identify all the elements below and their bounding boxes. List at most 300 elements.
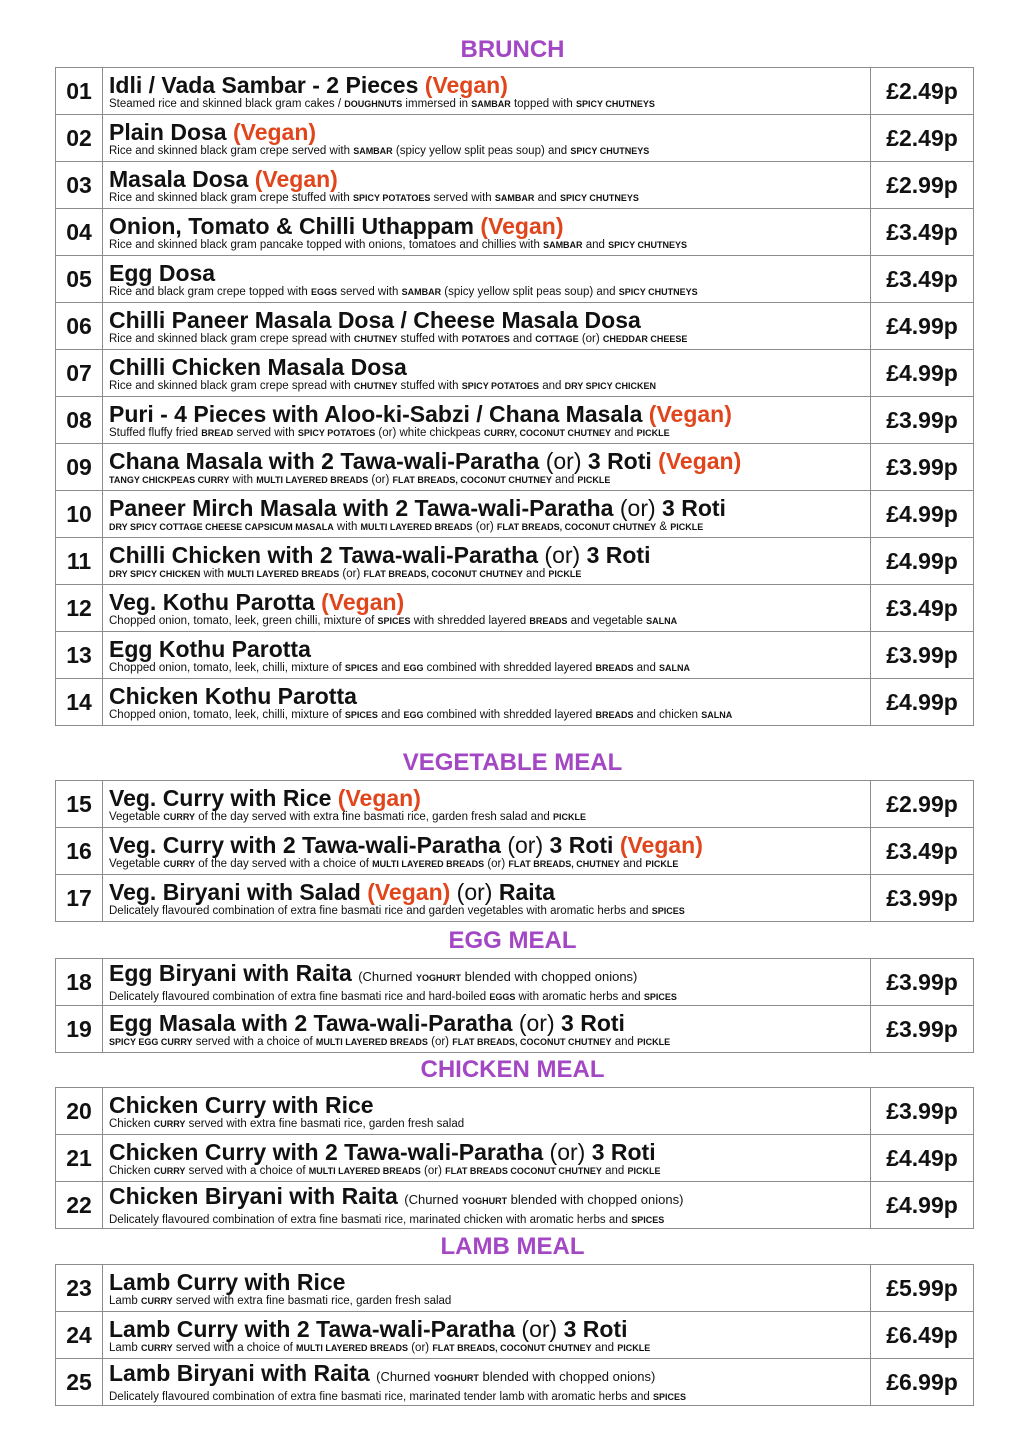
- description-text: served with: [233, 426, 298, 439]
- highlight-term: SPICES: [344, 662, 378, 673]
- description-text: Stuffed fluffy fried: [109, 426, 202, 439]
- highlight-term: SPICES: [652, 1392, 686, 1402]
- menu-item-row: [56, 444, 974, 491]
- highlight-term: PICKLE: [577, 474, 611, 485]
- description-text: Lamb: [109, 1294, 141, 1307]
- item-details: [103, 1135, 871, 1182]
- dish-name-part: 3 Roti: [581, 447, 659, 474]
- dish-name-part: 3 Roti: [580, 541, 651, 568]
- vegan-tag: (Vegan): [337, 784, 421, 811]
- item-price: £3.99p: [871, 632, 974, 679]
- dish-name: [109, 354, 866, 380]
- menu-item-row: [56, 538, 974, 585]
- menu-item-row: [56, 828, 974, 875]
- dish-name-part: Chicken Curry with Rice: [109, 1091, 374, 1118]
- item-number: 12: [56, 585, 103, 632]
- description-text: Chopped onion, tomato, leek, chilli, mixture of: [109, 708, 345, 721]
- section-title: EGG MEAL: [448, 927, 577, 954]
- description-text: and: [539, 379, 565, 392]
- dish-name: [109, 260, 866, 286]
- dish-description: [109, 1118, 866, 1131]
- item-number: 15: [56, 781, 103, 828]
- item-number: 02: [56, 115, 103, 162]
- dish-name-part: (or): [619, 494, 656, 521]
- item-price: £3.99p: [871, 875, 974, 922]
- dish-description: [109, 811, 866, 824]
- highlight-term: MULTI LAYERED BREADS: [256, 474, 369, 485]
- description-text: (or): [472, 520, 497, 533]
- dish-description: [109, 858, 866, 871]
- highlight-term: BREADS: [595, 662, 634, 673]
- highlight-term: MULTI LAYERED BREADS: [360, 521, 473, 532]
- item-price: £3.49p: [871, 209, 974, 256]
- menu-item-row: [56, 256, 974, 303]
- raita-note: (Churned: [376, 1369, 434, 1384]
- item-details: [103, 959, 871, 1006]
- description-text: served with extra fine basmati rice, garden fresh salad: [172, 1294, 452, 1307]
- description-text: Vegetable: [109, 857, 164, 870]
- description-text: and: [619, 857, 646, 870]
- menu-item-row: [56, 1312, 974, 1359]
- vegan-tag: (Vegan): [619, 831, 703, 858]
- highlight-term: DRY SPICY COTTAGE CHEESE CAPSICUM MASALA: [109, 521, 334, 532]
- dish-name-part: (or): [545, 447, 582, 474]
- highlight-term: BREADS: [595, 709, 634, 720]
- item-number: 09: [56, 444, 103, 491]
- item-price: £4.99p: [871, 538, 974, 585]
- dish-name-part: Veg. Biryani with Salad: [109, 878, 368, 905]
- dish-description: [109, 427, 866, 440]
- raita-note: YOGHURT: [462, 1196, 508, 1206]
- dish-name: [109, 448, 866, 474]
- highlight-term: CURRY: [163, 858, 196, 869]
- description-text: immersed in: [402, 97, 472, 110]
- menu-item-row: [56, 585, 974, 632]
- item-number: 18: [56, 959, 103, 1006]
- item-number: 22: [56, 1182, 103, 1229]
- highlight-term: SALNA: [659, 662, 691, 673]
- description-text: Rice and black gram crepe topped with: [109, 285, 311, 298]
- raita-note: (Churned: [358, 969, 417, 984]
- highlight-term: FLAT BREADS, CHUTNEY: [508, 858, 620, 869]
- highlight-term: SPICES: [377, 615, 411, 626]
- menu-table: [55, 780, 974, 922]
- item-number: 23: [56, 1265, 103, 1312]
- highlight-term: SPICES: [651, 905, 685, 916]
- highlight-term: SALNA: [701, 709, 733, 720]
- raita-note: blended with chopped onions): [507, 1192, 684, 1207]
- menu-item-row: [56, 1006, 974, 1053]
- description-text: served with a choice of: [185, 1164, 309, 1177]
- item-details: [103, 1312, 871, 1359]
- description-text: Rice and skinned black gram crepe served with: [109, 144, 354, 157]
- highlight-term: PICKLE: [636, 427, 670, 438]
- dish-name: [109, 1316, 866, 1342]
- description-text: &: [656, 520, 671, 533]
- menu-item-row: [56, 491, 974, 538]
- description-text: served with a choice of: [192, 1035, 316, 1048]
- item-details: [103, 1088, 871, 1135]
- dish-description: [109, 333, 866, 346]
- vegan-tag: (Vegan): [658, 447, 742, 474]
- item-details: [103, 1006, 871, 1053]
- item-price: £2.99p: [871, 781, 974, 828]
- dish-name: [109, 213, 866, 239]
- description-text: (spicy yellow split peas soup) and: [392, 144, 571, 157]
- dish-name-part: Chana Masala with 2 Tawa-wali-Paratha: [109, 447, 546, 474]
- dish-name-part: Chilli Chicken Masala Dosa: [109, 353, 407, 380]
- highlight-term: MULTI LAYERED BREADS: [308, 1165, 421, 1176]
- dish-description: [109, 1342, 866, 1355]
- description-text: and: [601, 1164, 628, 1177]
- highlight-term: FLAT BREADS, COCONUT CHUTNEY: [392, 474, 552, 485]
- highlight-term: SPICY CHUTNEYS: [608, 239, 687, 250]
- dish-name: [109, 960, 866, 991]
- highlight-term: FLAT BREADS, COCONUT CHUTNEY: [496, 521, 657, 532]
- dish-name-part: Chilli Paneer Masala Dosa / Cheese Masala Dosa: [109, 306, 641, 333]
- highlight-term: SAMBAR: [543, 239, 583, 250]
- vegan-tag: (Vegan): [480, 212, 564, 239]
- item-price: £5.99p: [871, 1265, 974, 1312]
- description-text: (spicy yellow split peas soup) and: [441, 285, 619, 298]
- description-text: Chopped onion, tomato, leek, green chilli, mixture of: [109, 614, 378, 627]
- item-number: 01: [56, 68, 103, 115]
- item-details: [103, 781, 871, 828]
- description-text: with: [229, 473, 257, 486]
- item-number: 10: [56, 491, 103, 538]
- item-details: [103, 397, 871, 444]
- highlight-term: CURRY: [153, 1118, 186, 1129]
- dish-description: [109, 98, 866, 111]
- dish-name-part: Egg Kothu Parotta: [109, 635, 311, 662]
- highlight-term: SPICY EGG CURRY: [109, 1036, 193, 1047]
- dish-name-part: Idli / Vada Sambar - 2 Pieces: [109, 71, 425, 98]
- description-text: and: [534, 191, 560, 204]
- highlight-term: SAMBAR: [494, 192, 535, 203]
- item-number: 25: [56, 1359, 103, 1406]
- highlight-term: PICKLE: [645, 858, 679, 869]
- highlight-term: SAMBAR: [471, 98, 511, 109]
- raita-note: (Churned: [404, 1192, 463, 1207]
- menu-item-row: [56, 1182, 974, 1229]
- item-details: [103, 350, 871, 397]
- highlight-term: SPICES: [631, 1215, 665, 1225]
- description-text: with: [333, 520, 361, 533]
- dish-name-part: Chicken Biryani with Raita: [109, 1183, 405, 1209]
- dish-description: [109, 1391, 866, 1404]
- description-text: and: [611, 426, 637, 439]
- dish-name-part: Egg Dosa: [109, 259, 216, 286]
- menu-item-row: [56, 303, 974, 350]
- item-details: [103, 256, 871, 303]
- dish-name-part: 3 Roti: [554, 1009, 625, 1036]
- highlight-term: BREAD: [201, 427, 234, 438]
- highlight-term: PICKLE: [617, 1342, 651, 1353]
- item-details: [103, 115, 871, 162]
- highlight-term: EGGS: [489, 992, 516, 1002]
- section-title: CHICKEN MEAL: [420, 1056, 605, 1083]
- dish-description: [109, 1165, 866, 1178]
- raita-note: blended with chopped onions): [478, 1369, 656, 1384]
- dish-description: [109, 991, 866, 1004]
- menu-item-row: [56, 162, 974, 209]
- description-text: served with: [337, 285, 402, 298]
- description-text: (or): [484, 857, 509, 870]
- raita-note: YOGHURT: [433, 1373, 479, 1383]
- item-price: £3.49p: [871, 256, 974, 303]
- dish-name-part: (or): [544, 541, 581, 568]
- highlight-term: FLAT BREADS, COCONUT CHUTNEY: [363, 568, 523, 579]
- menu-item-row: [56, 679, 974, 726]
- item-price: £6.99p: [871, 1359, 974, 1406]
- item-details: [103, 444, 871, 491]
- dish-name-part: 3 Roti: [557, 1315, 628, 1342]
- description-text: served with: [430, 191, 495, 204]
- menu-item-row: [56, 350, 974, 397]
- dish-description: [109, 145, 866, 158]
- description-text: topped with: [510, 97, 576, 110]
- description-text: of the day served with a choice of: [195, 857, 373, 870]
- item-number: 14: [56, 679, 103, 726]
- dish-name-part: (or): [549, 1138, 586, 1165]
- item-number: 19: [56, 1006, 103, 1053]
- item-price: £3.99p: [871, 1006, 974, 1053]
- dish-name: [109, 119, 866, 145]
- menu-item-row: [56, 781, 974, 828]
- section-title: VEGETABLE MEAL: [402, 749, 623, 776]
- dish-name-part: 3 Roti: [543, 831, 620, 858]
- description-text: Chicken: [109, 1117, 154, 1130]
- highlight-term: CURRY: [153, 1165, 186, 1176]
- highlight-term: CURRY: [163, 811, 196, 822]
- dish-name: [109, 683, 866, 709]
- dish-name-part: Veg. Curry with 2 Tawa-wali-Paratha: [109, 831, 508, 858]
- highlight-term: FLAT BREADS COCONUT CHUTNEY: [445, 1165, 602, 1176]
- dish-name: [109, 879, 866, 905]
- highlight-term: TANGY CHICKPEAS CURRY: [109, 474, 230, 485]
- dish-description: [109, 474, 866, 487]
- description-text: with shredded layered: [410, 614, 530, 627]
- menu-item-row: [56, 115, 974, 162]
- description-text: combined with shredded layered: [423, 708, 596, 721]
- description-text: Rice and skinned black gram crepe stuffed with: [109, 191, 353, 204]
- dish-name-part: Lamb Curry with Rice: [109, 1268, 346, 1295]
- item-price: £4.99p: [871, 1182, 974, 1229]
- description-text: Delicately flavoured combination of extra fine basmati rice, marinated chicken with aromatic herbs and: [109, 1214, 632, 1226]
- vegan-tag: (Vegan): [424, 71, 508, 98]
- vegan-tag: (Vegan): [232, 118, 317, 145]
- description-text: combined with shredded layered: [423, 661, 596, 674]
- description-text: and vegetable: [567, 614, 647, 627]
- description-text: Delicately flavoured combination of extra fine basmati rice and hard-boiled: [109, 991, 490, 1003]
- item-details: [103, 1359, 871, 1406]
- dish-description: [109, 286, 866, 299]
- item-price: £4.99p: [871, 303, 974, 350]
- description-text: Steamed rice and skinned black gram cakes /: [109, 97, 345, 110]
- dish-name-part: Veg. Kothu Parotta: [109, 588, 322, 615]
- item-price: £2.49p: [871, 115, 974, 162]
- dish-description: [109, 1036, 866, 1049]
- menu-item-row: [56, 632, 974, 679]
- menu-item-row: [56, 1088, 974, 1135]
- item-price: £3.49p: [871, 828, 974, 875]
- dish-name: [109, 1360, 866, 1391]
- dish-description: [109, 1214, 866, 1227]
- dish-name: [109, 542, 866, 568]
- description-text: Rice and skinned black gram pancake topped with onions, tomatoes and chillies with: [109, 238, 544, 251]
- highlight-term: POTATOES: [461, 333, 510, 344]
- dish-name-part: Lamb Biryani with Raita: [109, 1360, 377, 1386]
- highlight-term: EGG: [403, 662, 424, 673]
- highlight-term: PICKLE: [553, 811, 587, 822]
- dish-name-part: Chicken Kothu Parotta: [109, 682, 357, 709]
- highlight-term: PICKLE: [548, 568, 582, 579]
- description-text: (or): [427, 1035, 453, 1048]
- description-text: and: [522, 567, 549, 580]
- dish-description: [109, 192, 866, 205]
- raita-note: YOGHURT: [416, 973, 462, 983]
- menu-item-row: [56, 959, 974, 1006]
- item-price: £2.49p: [871, 68, 974, 115]
- highlight-term: MULTI LAYERED BREADS: [315, 1036, 428, 1047]
- item-price: £6.49p: [871, 1312, 974, 1359]
- dish-description: [109, 1295, 866, 1308]
- highlight-term: DOUGHNUTS: [344, 98, 403, 109]
- description-text: of the day served with extra fine basmati rice, garden fresh salad and: [195, 810, 554, 823]
- dish-name-part: 3 Roti: [585, 1138, 656, 1165]
- item-details: [103, 68, 871, 115]
- dish-name-part: (or): [450, 878, 499, 905]
- item-price: £3.99p: [871, 397, 974, 444]
- dish-name: [109, 166, 866, 192]
- menu-item-row: [56, 1135, 974, 1182]
- highlight-term: PICKLE: [627, 1165, 661, 1176]
- description-text: (or): [339, 567, 364, 580]
- item-number: 08: [56, 397, 103, 444]
- highlight-term: MULTI LAYERED BREADS: [372, 858, 485, 869]
- dish-name-part: Masala Dosa: [109, 165, 255, 192]
- highlight-term: DRY SPICY CHICKEN: [564, 380, 656, 391]
- item-price: £3.99p: [871, 444, 974, 491]
- dish-name-part: Veg. Curry with Rice: [109, 784, 338, 811]
- highlight-term: FLAT BREADS, COCONUT CHUTNEY: [432, 1342, 592, 1353]
- highlight-term: SPICY CHUTNEYS: [618, 286, 698, 297]
- description-text: with: [200, 567, 228, 580]
- dish-name-part: (or): [521, 1315, 558, 1342]
- raita-note: blended with chopped onions): [461, 969, 638, 984]
- highlight-term: SAMBAR: [353, 145, 393, 156]
- description-text: and: [633, 661, 660, 674]
- item-details: [103, 632, 871, 679]
- description-text: (or): [578, 332, 603, 345]
- description-text: and chicken: [633, 708, 702, 721]
- dish-description: [109, 521, 866, 534]
- description-text: Rice and skinned black gram crepe spread with: [109, 379, 354, 392]
- highlight-term: SAMBAR: [401, 286, 442, 297]
- dish-name: [109, 636, 866, 662]
- dish-name: [109, 1139, 866, 1165]
- description-text: (or): [420, 1164, 446, 1177]
- dish-name-part: Puri - 4 Pieces with Aloo-ki-Sabzi / Chana Masala: [109, 400, 649, 427]
- highlight-term: SPICY CHUTNEYS: [570, 145, 650, 156]
- item-details: [103, 875, 871, 922]
- dish-name: [109, 589, 866, 615]
- description-text: Rice and skinned black gram crepe spread with: [109, 332, 354, 345]
- dish-name-part: 3 Roti: [655, 494, 726, 521]
- dish-name-part: Onion, Tomato & Chilli Uthappam: [109, 212, 481, 239]
- item-number: 21: [56, 1135, 103, 1182]
- highlight-term: SPICES: [344, 709, 378, 720]
- description-text: and: [582, 238, 609, 251]
- item-number: 11: [56, 538, 103, 585]
- highlight-term: SPICY CHUTNEYS: [575, 98, 655, 109]
- menu-table: [55, 1087, 974, 1229]
- dish-name-part: Paneer Mirch Masala with 2 Tawa-wali-Paratha: [109, 494, 620, 521]
- description-text: and: [591, 1341, 618, 1354]
- highlight-term: PICKLE: [637, 1036, 671, 1047]
- item-number: 05: [56, 256, 103, 303]
- description-text: and: [377, 708, 404, 721]
- dish-name-part: Raita: [498, 878, 556, 905]
- description-text: and: [377, 661, 404, 674]
- dish-name: [109, 72, 866, 98]
- item-details: [103, 828, 871, 875]
- highlight-term: CURRY, COCONUT CHUTNEY: [483, 427, 612, 438]
- item-details: [103, 1182, 871, 1229]
- highlight-term: COTTAGE: [535, 333, 579, 344]
- item-number: 07: [56, 350, 103, 397]
- highlight-term: SPICY POTATOES: [297, 427, 376, 438]
- item-price: £4.99p: [871, 679, 974, 726]
- vegan-tag: (Vegan): [321, 588, 405, 615]
- section-title: BRUNCH: [460, 36, 565, 63]
- item-number: 04: [56, 209, 103, 256]
- dish-name: [109, 1183, 866, 1214]
- dish-name: [109, 1092, 866, 1118]
- highlight-term: SPICY CHUTNEYS: [559, 192, 639, 203]
- description-text: stuffed with: [397, 379, 462, 392]
- description-text: (or): [368, 473, 393, 486]
- vegan-tag: (Vegan): [648, 400, 732, 427]
- dish-name: [109, 785, 866, 811]
- highlight-term: FLAT BREADS, COCONUT CHUTNEY: [452, 1036, 612, 1047]
- item-details: [103, 1265, 871, 1312]
- item-price: £4.49p: [871, 1135, 974, 1182]
- description-text: Vegetable: [109, 810, 164, 823]
- item-number: 20: [56, 1088, 103, 1135]
- dish-name-part: (or): [518, 1009, 555, 1036]
- description-text: with aromatic herbs and: [515, 991, 644, 1003]
- dish-name-part: Chilli Chicken with 2 Tawa-wali-Paratha: [109, 541, 545, 568]
- dish-name-part: Egg Masala with 2 Tawa-wali-Paratha: [109, 1009, 519, 1036]
- description-text: Chopped onion, tomato, leek, chilli, mixture of: [109, 661, 345, 674]
- item-number: 17: [56, 875, 103, 922]
- item-number: 13: [56, 632, 103, 679]
- item-number: 16: [56, 828, 103, 875]
- description-text: and: [611, 1035, 638, 1048]
- dish-name-part: (or): [507, 831, 544, 858]
- item-number: 03: [56, 162, 103, 209]
- item-details: [103, 162, 871, 209]
- description-text: served with a choice of: [172, 1341, 297, 1354]
- highlight-term: SALNA: [646, 615, 678, 626]
- item-details: [103, 491, 871, 538]
- item-price: £3.99p: [871, 1088, 974, 1135]
- highlight-term: PICKLE: [670, 521, 704, 532]
- menu-table: [55, 67, 974, 726]
- dish-name-part: Plain Dosa: [109, 118, 233, 145]
- item-details: [103, 585, 871, 632]
